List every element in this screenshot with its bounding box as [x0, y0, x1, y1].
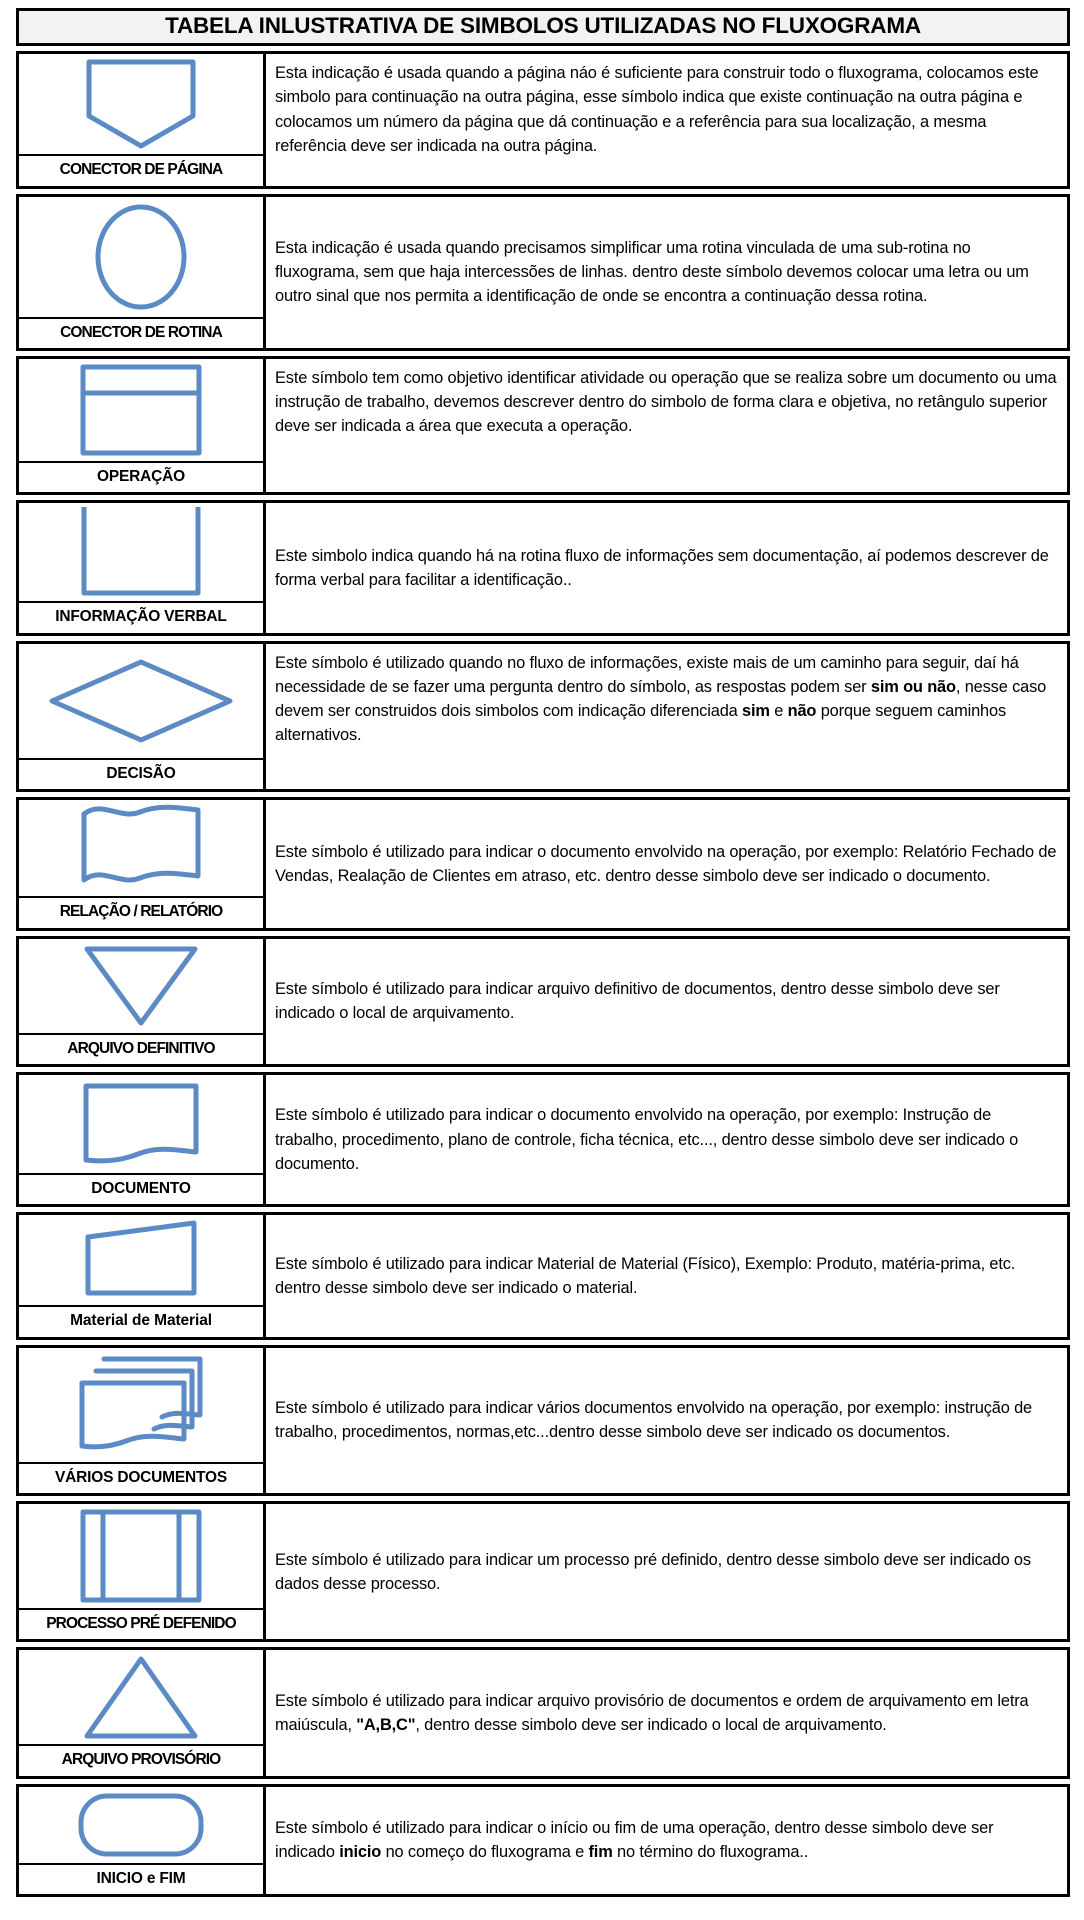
decision-icon	[19, 644, 263, 760]
symbol-label: PROCESSO PRÉ DEFENIDO	[46, 1615, 236, 1633]
symbol-row	[16, 1647, 1070, 1778]
symbol-label: OPERAÇÃO	[97, 468, 185, 486]
symbol-row	[16, 356, 1070, 495]
symbol-label: RELAÇÃO / RELATÓRIO	[59, 903, 223, 921]
symbol-cell	[19, 503, 266, 632]
symbol-label: INFORMAÇÃO VERBAL	[55, 608, 227, 626]
description-text: Esta indicação é usada quando a página náo é suficiente para construir todo o fluxograma, colocamos este simbolo para continuação na outra página, esse símbolo indica que existe continuação na outra página e colocamos um número da página que dá continuação e a referência para sua localização, a mesma referência deve ser indicada na outra página.	[275, 64, 1039, 155]
symbol-cell	[19, 1215, 266, 1336]
multiple-documents-icon	[19, 1348, 263, 1464]
description-text: Este símbolo é utilizado para indicar o documento envolvido na operação, por exemplo: Relatório Fechado de Vendas, Realação de Clientes em atraso, etc. dentro desse simbolo deve ser indicado o documento.	[275, 842, 1057, 885]
routine-connector-icon	[19, 197, 263, 319]
description-fragment: , nesse caso devem ser construidos dois simbolos com indicação diferenciada	[275, 677, 1047, 721]
symbol-row	[16, 51, 1070, 188]
description-fragment: e	[769, 702, 788, 721]
description-text	[275, 1816, 1057, 1864]
symbol-row	[16, 194, 1070, 351]
symbol-label: ARQUIVO DEFINITIVO	[67, 1039, 215, 1057]
symbol-row	[16, 641, 1070, 792]
description-cell	[266, 939, 1067, 1064]
verbal-information-icon	[19, 503, 263, 603]
symbol-cell	[19, 800, 266, 927]
page-title: TABELA INLUSTRATIVA DE SIMBOLOS UTILIZADAS NO FLUXOGRAMA	[165, 13, 921, 38]
description-text	[275, 651, 1057, 747]
description-text: Este símbolo tem como objetivo identificar atividade ou operação que se realiza sobre um documento ou uma instrução de trabalho, devemos descrever dentro do simbolo de forma clara e objetiva, no retângulo superior deve ser indicada a área que executa a operação.	[275, 369, 1057, 436]
description-fragment: porque seguem caminhos alternativos.	[275, 702, 1007, 745]
description-fragment: no término do fluxograma..	[612, 1843, 809, 1862]
operation-icon	[19, 359, 263, 463]
description-fragment: no começo do fluxograma e	[381, 1843, 589, 1862]
symbol-label: CONECTOR DE ROTINA	[60, 323, 222, 341]
description-cell	[266, 1504, 1067, 1639]
symbol-cell	[19, 644, 266, 789]
symbol-row	[16, 1501, 1070, 1642]
symbol-cell	[19, 54, 266, 185]
description-fragment: Este símbolo é utilizado para indicar arquivo provisório de documentos e ordem de arquivamento em letra maiúscula,	[275, 1692, 1029, 1735]
symbol-cell	[19, 1348, 266, 1493]
symbol-label: INICIO e FIM	[96, 1869, 186, 1887]
symbol-row	[16, 1784, 1070, 1897]
description-emphasis: inicio	[339, 1843, 382, 1862]
description-fragment: Este símbolo é utilizado para indicar o início ou fim de uma operação, dentro desse simbolo deve ser indicado	[275, 1819, 994, 1862]
description-cell	[266, 800, 1067, 927]
description-cell	[266, 1075, 1067, 1204]
symbol-row	[16, 797, 1070, 930]
description-fragment: , dentro desse simbolo deve ser indicado o local de arquivamento.	[415, 1716, 887, 1735]
description-cell	[266, 644, 1067, 789]
description-emphasis: não	[787, 702, 817, 721]
description-text: Esta indicação é usada quando precisamos simplificar uma rotina vinculada de uma sub-rotina no fluxograma, sem que haja intercessões de linhas. dentro deste símbolo devemos colocar uma letra ou um outro sinal que nos permita a identificação de onde se encontra a continuação dessa rotina.	[275, 239, 1029, 306]
symbol-cell	[19, 197, 266, 348]
symbol-label: Material de Material	[70, 1312, 212, 1330]
description-text: Este símbolo é utilizado para indicar Material de Material (Físico), Exemplo: Produto, matéria-prima, etc. dentro desse simbolo deve ser indicado o material.	[275, 1254, 1016, 1297]
symbols-table	[16, 51, 1070, 1897]
description-cell	[266, 54, 1067, 185]
report-icon	[19, 800, 263, 898]
symbol-cell	[19, 359, 266, 492]
description-cell	[266, 1787, 1067, 1894]
predefined-process-icon	[19, 1504, 263, 1610]
description-emphasis: fim	[588, 1843, 613, 1862]
start-end-icon	[19, 1787, 263, 1865]
symbol-label: DOCUMENTO	[91, 1179, 191, 1197]
symbol-label: CONECTOR DE PÁGINA	[59, 161, 223, 179]
page-connector-icon	[19, 54, 263, 156]
symbol-label: DECISÃO	[106, 764, 176, 782]
document-icon	[19, 1075, 263, 1175]
definitive-archive-icon	[19, 939, 263, 1035]
provisional-archive-icon	[19, 1650, 263, 1746]
symbol-cell	[19, 939, 266, 1064]
description-text: Este símbolo é utilizado para indicar arquivo definitivo de documentos, dentro desse simbolo deve ser indicado o local de arquivamento.	[275, 980, 1000, 1023]
symbol-row	[16, 500, 1070, 635]
description-text: Este simbolo indica quando há na rotina fluxo de informações sem documentação, aí podemos descrever de forma verbal para facilitar a identificação..	[275, 547, 1049, 590]
description-text: Este símbolo é utilizado para indicar um processo pré definido, dentro desse simbolo deve ser indicado os dados desse processo.	[275, 1550, 1031, 1593]
symbol-row	[16, 1212, 1070, 1339]
description-fragment: Este símbolo é utilizado quando no fluxo de informações, existe mais de um caminho para seguir, daí há necessidade de se fazer uma pergunta dentro do símbolo, as respostas podem ser	[275, 653, 1019, 696]
description-cell	[266, 1348, 1067, 1493]
description-emphasis: "A,B,C"	[356, 1716, 416, 1735]
description-emphasis: sim ou não	[870, 677, 956, 696]
symbol-cell	[19, 1650, 266, 1775]
symbol-row	[16, 1345, 1070, 1496]
description-text	[275, 1689, 1057, 1737]
symbol-cell	[19, 1787, 266, 1894]
symbol-row	[16, 1072, 1070, 1207]
material-icon	[19, 1215, 263, 1307]
description-text: Este símbolo é utilizado para indicar o documento envolvido na operação, por exemplo: Instrução de trabalho, procedimento, plano de controle, ficha técnica, etc..., dentro desse simbolo deve ser indicado o documento.	[275, 1106, 1019, 1173]
symbol-label: ARQUIVO PROVISÓRIO	[61, 1751, 221, 1769]
description-cell	[266, 359, 1067, 492]
description-emphasis: sim	[742, 702, 770, 721]
description-cell	[266, 1650, 1067, 1775]
description-text: Este símbolo é utilizado para indicar vários documentos envolvido na operação, por exemplo: instrução de trabalho, procedimentos, normas,etc...dentro desse simbolo deve ser indicado os documentos.	[275, 1399, 1033, 1442]
description-cell	[266, 503, 1067, 632]
symbol-row	[16, 936, 1070, 1067]
symbol-label: VÁRIOS DOCUMENTOS	[55, 1468, 227, 1486]
description-cell	[266, 197, 1067, 348]
page-title-bar	[16, 8, 1070, 46]
description-cell	[266, 1215, 1067, 1336]
symbol-cell	[19, 1504, 266, 1639]
symbol-cell	[19, 1075, 266, 1204]
